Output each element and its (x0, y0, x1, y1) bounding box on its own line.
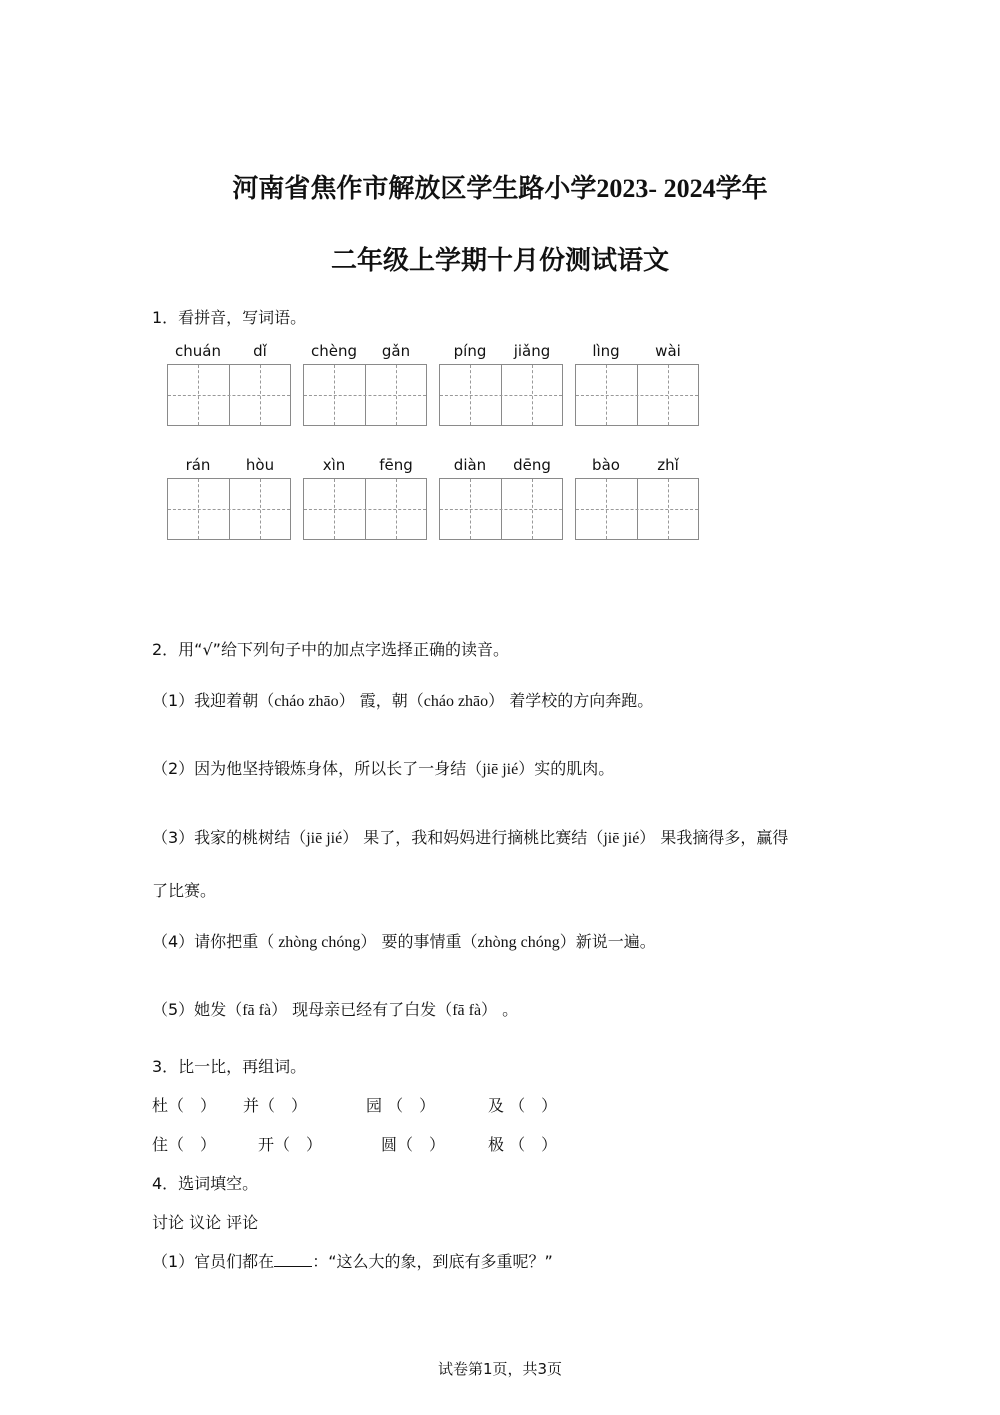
sentence-text: 要的事情 (376, 932, 446, 951)
answer-blank[interactable] (274, 1252, 312, 1267)
q4-sentence-1 (152, 1249, 553, 1272)
dotted-char: 结 (571, 828, 588, 847)
q3-item[interactable]: 园 （ ） (366, 1096, 436, 1115)
pinyin-options[interactable]: （zhòng chóng） (461, 934, 576, 951)
pinyin-label: chuán (175, 342, 221, 360)
pinyin-label: rán (185, 456, 211, 474)
q4-heading: 4．选词填空。 (152, 1174, 259, 1193)
pinyin-label: xìn (322, 456, 346, 474)
sentence-text: （4）请你把 (152, 932, 243, 951)
writing-grid[interactable] (167, 364, 291, 426)
sentence-text: 着学校的方向奔跑。 (504, 691, 654, 710)
pinyin-label: dǐ (253, 342, 267, 360)
dotted-char: 重 (445, 932, 462, 951)
page-footer: 试卷第1页，共3页 (437, 1360, 563, 1378)
q3-item[interactable]: 极 （ ） (488, 1135, 558, 1154)
pinyin-label: hòu (245, 456, 275, 474)
sentence-text: 果我摘得多，赢得 (655, 828, 789, 847)
q2-heading: 2．用“√”给下列句子中的加点字选择正确的读音。 (152, 640, 509, 659)
q3-item[interactable]: 圆（ ） (381, 1135, 446, 1154)
document-title-line1: 河南省焦作市解放区学生路小学2023- 2024学年 (232, 174, 768, 203)
pinyin-options[interactable]: （jiē jié） (587, 830, 656, 847)
sentence-text: 霞， (354, 691, 392, 710)
q3-item[interactable]: 住（ ） (152, 1135, 217, 1154)
sentence-text: （5）她 (152, 1000, 211, 1019)
sentence-text: 新说一遍。 (575, 932, 656, 951)
q2-sentence-3-cont: 了比赛。 (152, 881, 217, 900)
sentence-text: 实的肌肉。 (534, 759, 615, 778)
pinyin-label: fēng (379, 456, 413, 474)
pinyin-options[interactable]: （ zhòng chóng） (258, 934, 377, 951)
dotted-char: 结 (450, 759, 467, 778)
q2-sentence-5 (152, 997, 518, 1020)
pinyin-label: bào (592, 456, 620, 474)
q2-sentence-3 (152, 825, 788, 848)
dotted-char: 结 (274, 828, 291, 847)
sentence-text: ：“这么大的象，到底有多重呢？” (312, 1252, 553, 1271)
q2-sentence-1 (152, 688, 653, 711)
pinyin-label: diàn (453, 456, 487, 474)
pinyin-label: zhǐ (657, 456, 679, 474)
sentence-text: 。 (497, 1000, 519, 1019)
pinyin-label: gǎn (381, 342, 411, 360)
pinyin-label: píng (453, 342, 487, 360)
document-title-line2: 二年级上学期十月份测试语文 (330, 246, 669, 275)
q3-heading: 3．比一比，再组词。 (152, 1057, 307, 1076)
writing-grid[interactable] (439, 478, 563, 540)
q4-word-options: 讨论 议论 评论 (152, 1213, 259, 1232)
pinyin-options[interactable]: （cháo zhāo） (258, 693, 355, 710)
q3-item[interactable]: 开（ ） (258, 1135, 323, 1154)
pinyin-label: lìng (592, 342, 620, 360)
pinyin-options[interactable]: （jiē jié） (290, 830, 359, 847)
sentence-text: （3）我家的桃树 (152, 828, 275, 847)
q3-item[interactable]: 及 （ ） (488, 1096, 558, 1115)
pinyin-label: chèng (310, 342, 357, 360)
writing-grid[interactable] (303, 364, 427, 426)
q2-sentence-2 (152, 756, 614, 779)
dotted-char: 重 (242, 932, 259, 951)
pinyin-options[interactable]: （cháo zhāo） (407, 693, 505, 710)
q2-sentence-4 (152, 929, 656, 952)
sentence-text: （1）我迎着 (152, 691, 243, 710)
pinyin-label: dēng (513, 456, 551, 474)
sentence-text: （1）官员们都在 (152, 1252, 275, 1271)
sentence-text: 现母亲已经有了白 (287, 1000, 421, 1019)
dotted-char: 发 (210, 1000, 227, 1019)
pinyin-options[interactable]: （fā fà） (436, 1002, 498, 1019)
writing-grid[interactable] (575, 478, 699, 540)
writing-grid[interactable] (439, 364, 563, 426)
pinyin-options[interactable]: （jiē jié） (466, 761, 535, 778)
pinyin-label: jiǎng (513, 342, 551, 360)
writing-grid[interactable] (575, 364, 699, 426)
dotted-char: 朝 (391, 691, 408, 710)
dotted-char: 朝 (242, 691, 259, 710)
q1-heading: 1．看拼音，写词语。 (152, 308, 307, 327)
q3-item[interactable]: 并（ ） (243, 1096, 308, 1115)
writing-grid[interactable] (303, 478, 427, 540)
dotted-char: 发 (420, 1000, 437, 1019)
pinyin-label: wài (655, 342, 681, 360)
q3-item[interactable]: 杜（ ） (152, 1096, 217, 1115)
sentence-text: （2）因为他坚持锻炼身体，所以长了一身 (152, 759, 451, 778)
pinyin-options[interactable]: （fā fà） (226, 1002, 288, 1019)
writing-grid[interactable] (167, 478, 291, 540)
sentence-text: 果了，我和妈妈进行摘桃比赛 (358, 828, 572, 847)
